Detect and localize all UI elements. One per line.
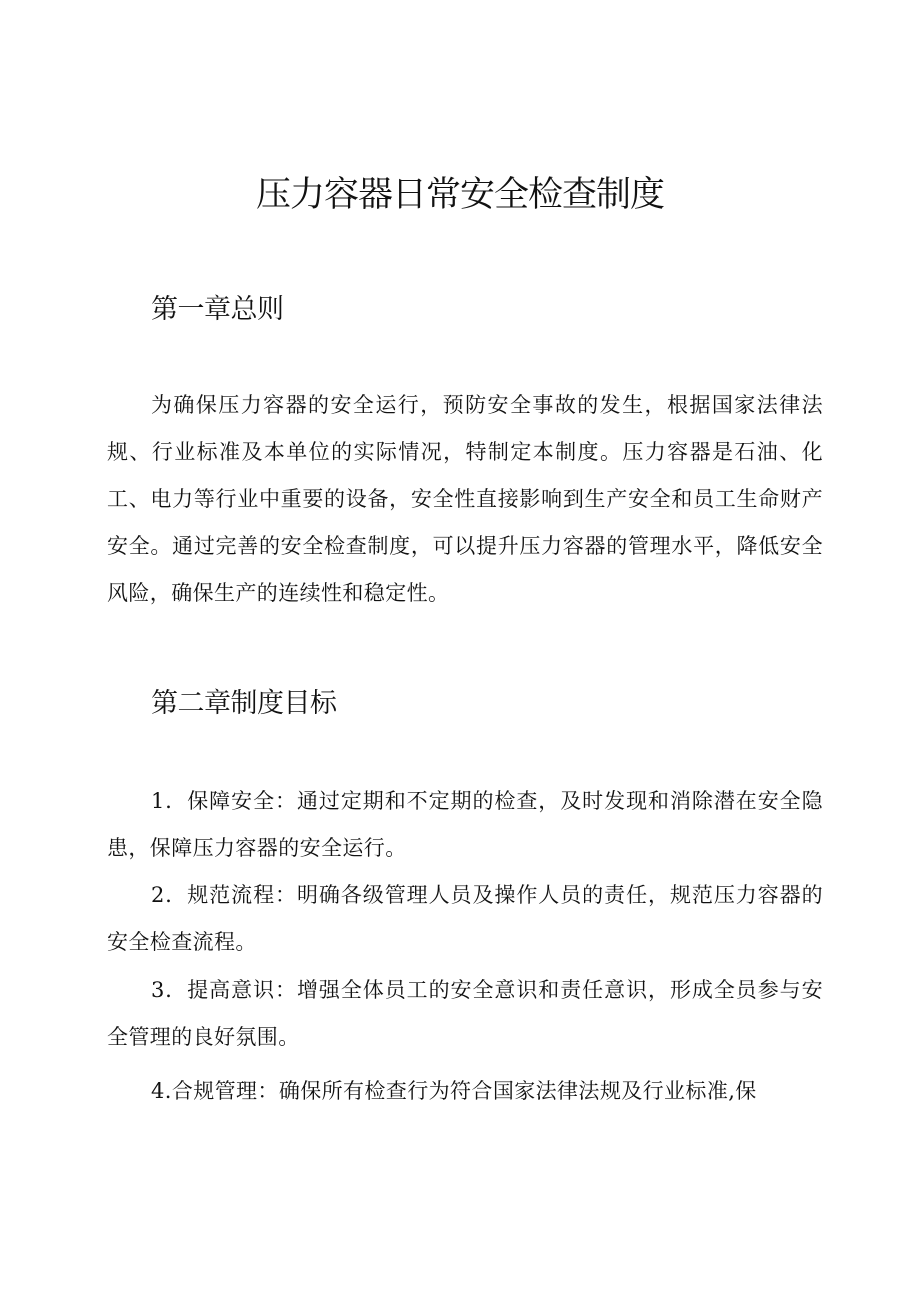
paragraph-general-provisions: 为确保压力容器的安全运行，预防安全事故的发生，根据国家法律法规、行业标准及本单位的实际情况，特制定本制度。压力容器是石油、化工、电力等行业中重要的设备，安全性直接影响到生产安全和员工生命财产安全。通过完善的安全检查制度，可以提升压力容器的管理水平，降低安全风险，确保生产的连续性和稳定性。 bbox=[107, 393, 823, 605]
list-item-objective-compliance: 4.合规管理：确保所有检查行为符合国家法律法规及行业标准,保 bbox=[151, 1079, 757, 1103]
list-item-objective-process: 2．规范流程：明确各级管理人员及操作人员的责任，规范压力容器的安全检查流程。 bbox=[107, 883, 823, 954]
list-item-objective-awareness: 3．提高意识：增强全体员工的安全意识和责任意识，形成全员参与安全管理的良好氛围。 bbox=[107, 978, 823, 1049]
list-item-objective-safety: 1．保障安全：通过定期和不定期的检查，及时发现和消除潜在安全隐患，保障压力容器的安全运行。 bbox=[107, 789, 823, 860]
chapter-heading-general: 第一章总则 bbox=[151, 294, 284, 325]
page-title: 压力容器日常安全检查制度 bbox=[255, 175, 664, 215]
chapter-heading-objectives: 第二章制度目标 bbox=[151, 688, 337, 719]
